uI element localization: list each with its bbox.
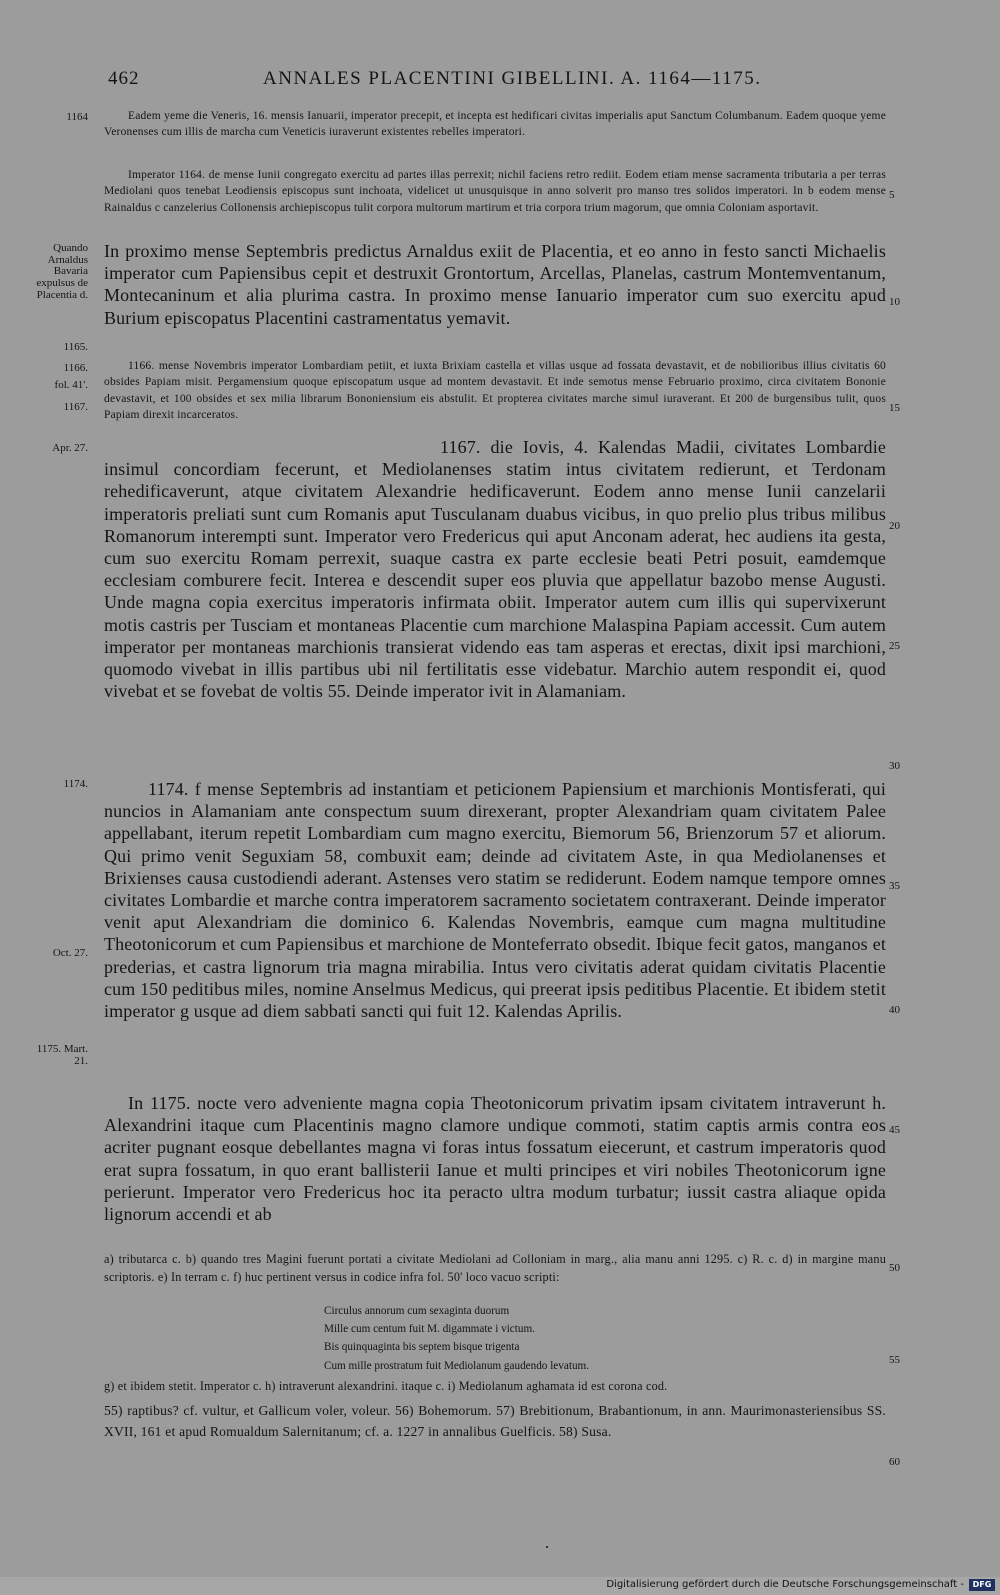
poem-line: Circulus annorum cum sexaginta duorum <box>324 1305 510 1317</box>
margin-note-date: Oct. 27. <box>52 947 88 959</box>
line-number: 5 <box>889 189 895 201</box>
margin-note-folio: fol. 41'. <box>54 379 88 391</box>
paragraph-arnaldus: In proximo mense Septembris predictus Arnaldus exiit de Placentia, et eo anno in festo sancti Michaelis imperator cum Papiensibus cepit et destruxit Grontortum, Arcellas, Planelas, castrum Montemventanum, Montecaninum et alia plurima castra. In proximo mense Ianuario imperator cum suo exercitu apud Burium episcopatus Placentini castramentatus yemavit. <box>104 241 886 328</box>
paragraph-1164-imperator: Imperator 1164. de mense Iunii congregato exercitu ad partes illas perrexit; nichil faciens retro rediit. Eodem etiam mense sacramenta tributaria a per terras Mediolani quos tenebat Leodiensis episcopus sunt inchoata, videlicet ut unusquisque in anno solverit pro manso tres solidos imperatori. In b eodem mense Rainaldus c canzelerius Collonensis archiepiscopus tulit corpora multorum martirum et tria corpora trium magorum, que omnia Coloniam asportavit. <box>104 169 886 214</box>
margin-note-arnaldus: Quando Arnaldus Bavaria expulsus de Placentia d. <box>36 242 88 301</box>
line-number: 45 <box>889 1124 900 1136</box>
poem-line: Bis quinquaginta bis septem bisque trigenta <box>324 1341 520 1354</box>
footnotes-letters: a) tributarca c. b) quando tres Magini fuerunt portati a civitate Mediolani ad Colloniam in marg., alia manu anni 1295. c) R. c. d) in margine manu scriptoris. e) In terram c. f) huc pertinent versus in codice infra fol. 50' loco vacuo scripti: <box>104 1252 886 1284</box>
paragraph-1174: 1174. f mense Septembris ad instantiam et peticionem Papiensium et marchionis Montisferati, qui nuncios in Alamaniam ante conspectum suum direxerant, propter Alexandriam quam civitatem Palee appellabant, iterum repetit Lombardiam cum magno exercitu, Biemorum 56, Brienzorum 57 et aliorum. Qui primo venit Seguxiam 58, combuxit eam; deinde ad civitatem Aste, in qua Mediolanenses et Brixienses causa custodiendi aderant. Astenses vero statim se rediderunt. Eodem namque tempore omnes civitates Lombardie et marche contra imperatorem sacramento societatem contraxerant. Deinde imperator venit aput Alexandriam die dominico 6. Kalendas Novembris, eamque cum magna multitudine Theotonicorum et cum Papiensibus et marchione de Monteferrato obsedit. Ibique fecit gatos, manganos et prederias, et castra lignorum tria magna mirabilia. Intus vero civitatis aderat quidam civitatis Placentie cum 150 peditibus miles, nomine Anselmus Medicus, qui preerat ipsis peditibus Placentie. Et ibidem stetit imperator g usque ad diem sabbati sancti qui fuit 12. Kalendas Aprilis. <box>104 779 886 1022</box>
line-number: 60 <box>889 1456 900 1468</box>
line-number: 55 <box>889 1354 900 1366</box>
footnotes-numbered: 55) raptibus? cf. vultur, et Gallicum voler, voleur. 56) Bohemorum. 57) Brebitionum, Brabantionum, in ann. Maurimonasteriensibus SS. XVII, 161 et apud Romualdum Salernitanum; cf. a. 1227 in annalibus Guelficis. 58) Susa. <box>104 1403 886 1439</box>
scan-speck <box>546 1546 548 1548</box>
line-number: 20 <box>889 520 900 532</box>
margin-note-date: 1175. Mart. 21. <box>36 1043 88 1067</box>
line-number: 15 <box>889 402 900 414</box>
footnotes-letters-2: g) et ibidem stetit. Imperator c. h) intraverunt alexandrini. itaque c. i) Mediolanum aghamata id est corona cod. <box>104 1379 668 1393</box>
footer-credit: Digitalisierung gefördert durch die Deutsche Forschungsgemeinschaft - <box>606 1579 964 1590</box>
page-header <box>108 68 888 96</box>
line-number: 30 <box>889 760 900 772</box>
margin-note-year: 1166. <box>63 362 88 374</box>
poem-line: Cum mille prostratum fuit Mediolanum gaudendo levatum. <box>324 1359 590 1372</box>
paragraph-1167: 1167. die Iovis, 4. Kalendas Madii, civitates Lombardie insimul concordiam fecerunt, et Mediolanenses statim intus civitatem redierunt, et Terdonam rehedificaverunt, atque civitatem Alexandrie hedificaverunt. Eodem anno mense Iunii canzelarii imperatoris preliati sunt cum Romanis aput Tusculanam duabus vicibus, in quo prelio plus tribus milibus Romanorum interempti sunt. Imperator vero Fredericus qui aput Anconam aderat, hec audiens ita gesta, cum suo exercitu Romam perrexit, suaque castra ex parte ecclesie beati Petri posuit, eamdemque ecclesiam comburere fecit. Interea e descendit super eos pluvia que appellatur bazobo mense Augusti. Unde magna copia exercitus imperatoris infirmata obiit. Imperator autem cum illis qui supervixerunt motis castris per Tusciam et montaneas Placentie cum marchione Malaspina Papiam accessit. Cum autem imperator per montaneas marchionis transierat videndo eas tam asperas et erectas, dixit ipsi marchioni, quomodo vivebat in illis partibus ubi nil fertilitatis esse videbatur. Marchio autem respondit ei, quod vivebat et se fovebat de voltis 55. Deinde imperator ivit in Alamaniam. <box>104 437 886 702</box>
margin-note-year: 1167. <box>63 401 88 413</box>
poem-line: Mille cum centum fuit M. digammate i victum. <box>324 1323 535 1336</box>
paragraph-1175: In 1175. nocte vero adveniente magna copia Theotonicorum privatim ipsam civitatem intraverunt h. Alexandrini itaque cum Placentinis magno clamore undique commoti, statim captis armis contra eos acriter pugnant eosque debellantes magna vi foras intus fossatum eiecerunt, et castrum imperatoris quod erat supra fossatum, in quo erant ballisterii Ianue et multi principes et viri nobiles Theotonicorum igne perierunt. Imperator vero Fredericus hoc ita peracto ultra modum turbatur; iussit castra aliaque opida lignorum accendi et ab <box>104 1093 886 1225</box>
digitization-footer <box>0 1577 1000 1595</box>
line-number: 10 <box>889 296 900 308</box>
margin-note-year: 1165. <box>63 341 88 353</box>
line-number: 50 <box>889 1262 900 1274</box>
paragraph-1164-small: Eadem yeme die Veneris, 16. mensis Ianuarii, imperator precepit, et incepta est hedificari civitas imperialis aput Sanctum Columbanum. Eadem quoque yeme Veronenses cum illis de marcha cum Veneticis iuraverunt existentes rebelles imperatori. <box>104 110 886 139</box>
line-number: 25 <box>889 640 900 652</box>
margin-note-date: Apr. 27. <box>52 442 88 454</box>
line-number: 35 <box>889 880 900 892</box>
margin-note-year: 1174. <box>63 778 88 790</box>
margin-note-year: 1164 <box>66 111 88 123</box>
running-title: ANNALES PLACENTINI GIBELLINI. A. 1164—1175. <box>263 68 762 89</box>
footnote-poem <box>324 1302 589 1375</box>
page-number: 462 <box>108 68 140 89</box>
dfg-logo-icon: DFG <box>969 1579 995 1591</box>
paragraph-1166: 1166. mense Novembris imperator Lombardiam petiit, et iuxta Brixiam castella et villas usque ad fossata devastavit, et de nobilioribus illius civitatis 60 obsides Papiam misit. Pergamensium quoque episcopatum usque ad montem devastavit. Et inde semotus mense Februario proximo, circa civitatem Bononie devastavit, et 100 obsides et sex milia librarum Bononiensium eis abstulit. Et propterea civitates marche simul iuraverant. Et 200 de burgensibus tulit, quos Papiam direxit incarceratos. <box>104 360 886 421</box>
line-number: 40 <box>889 1004 900 1016</box>
